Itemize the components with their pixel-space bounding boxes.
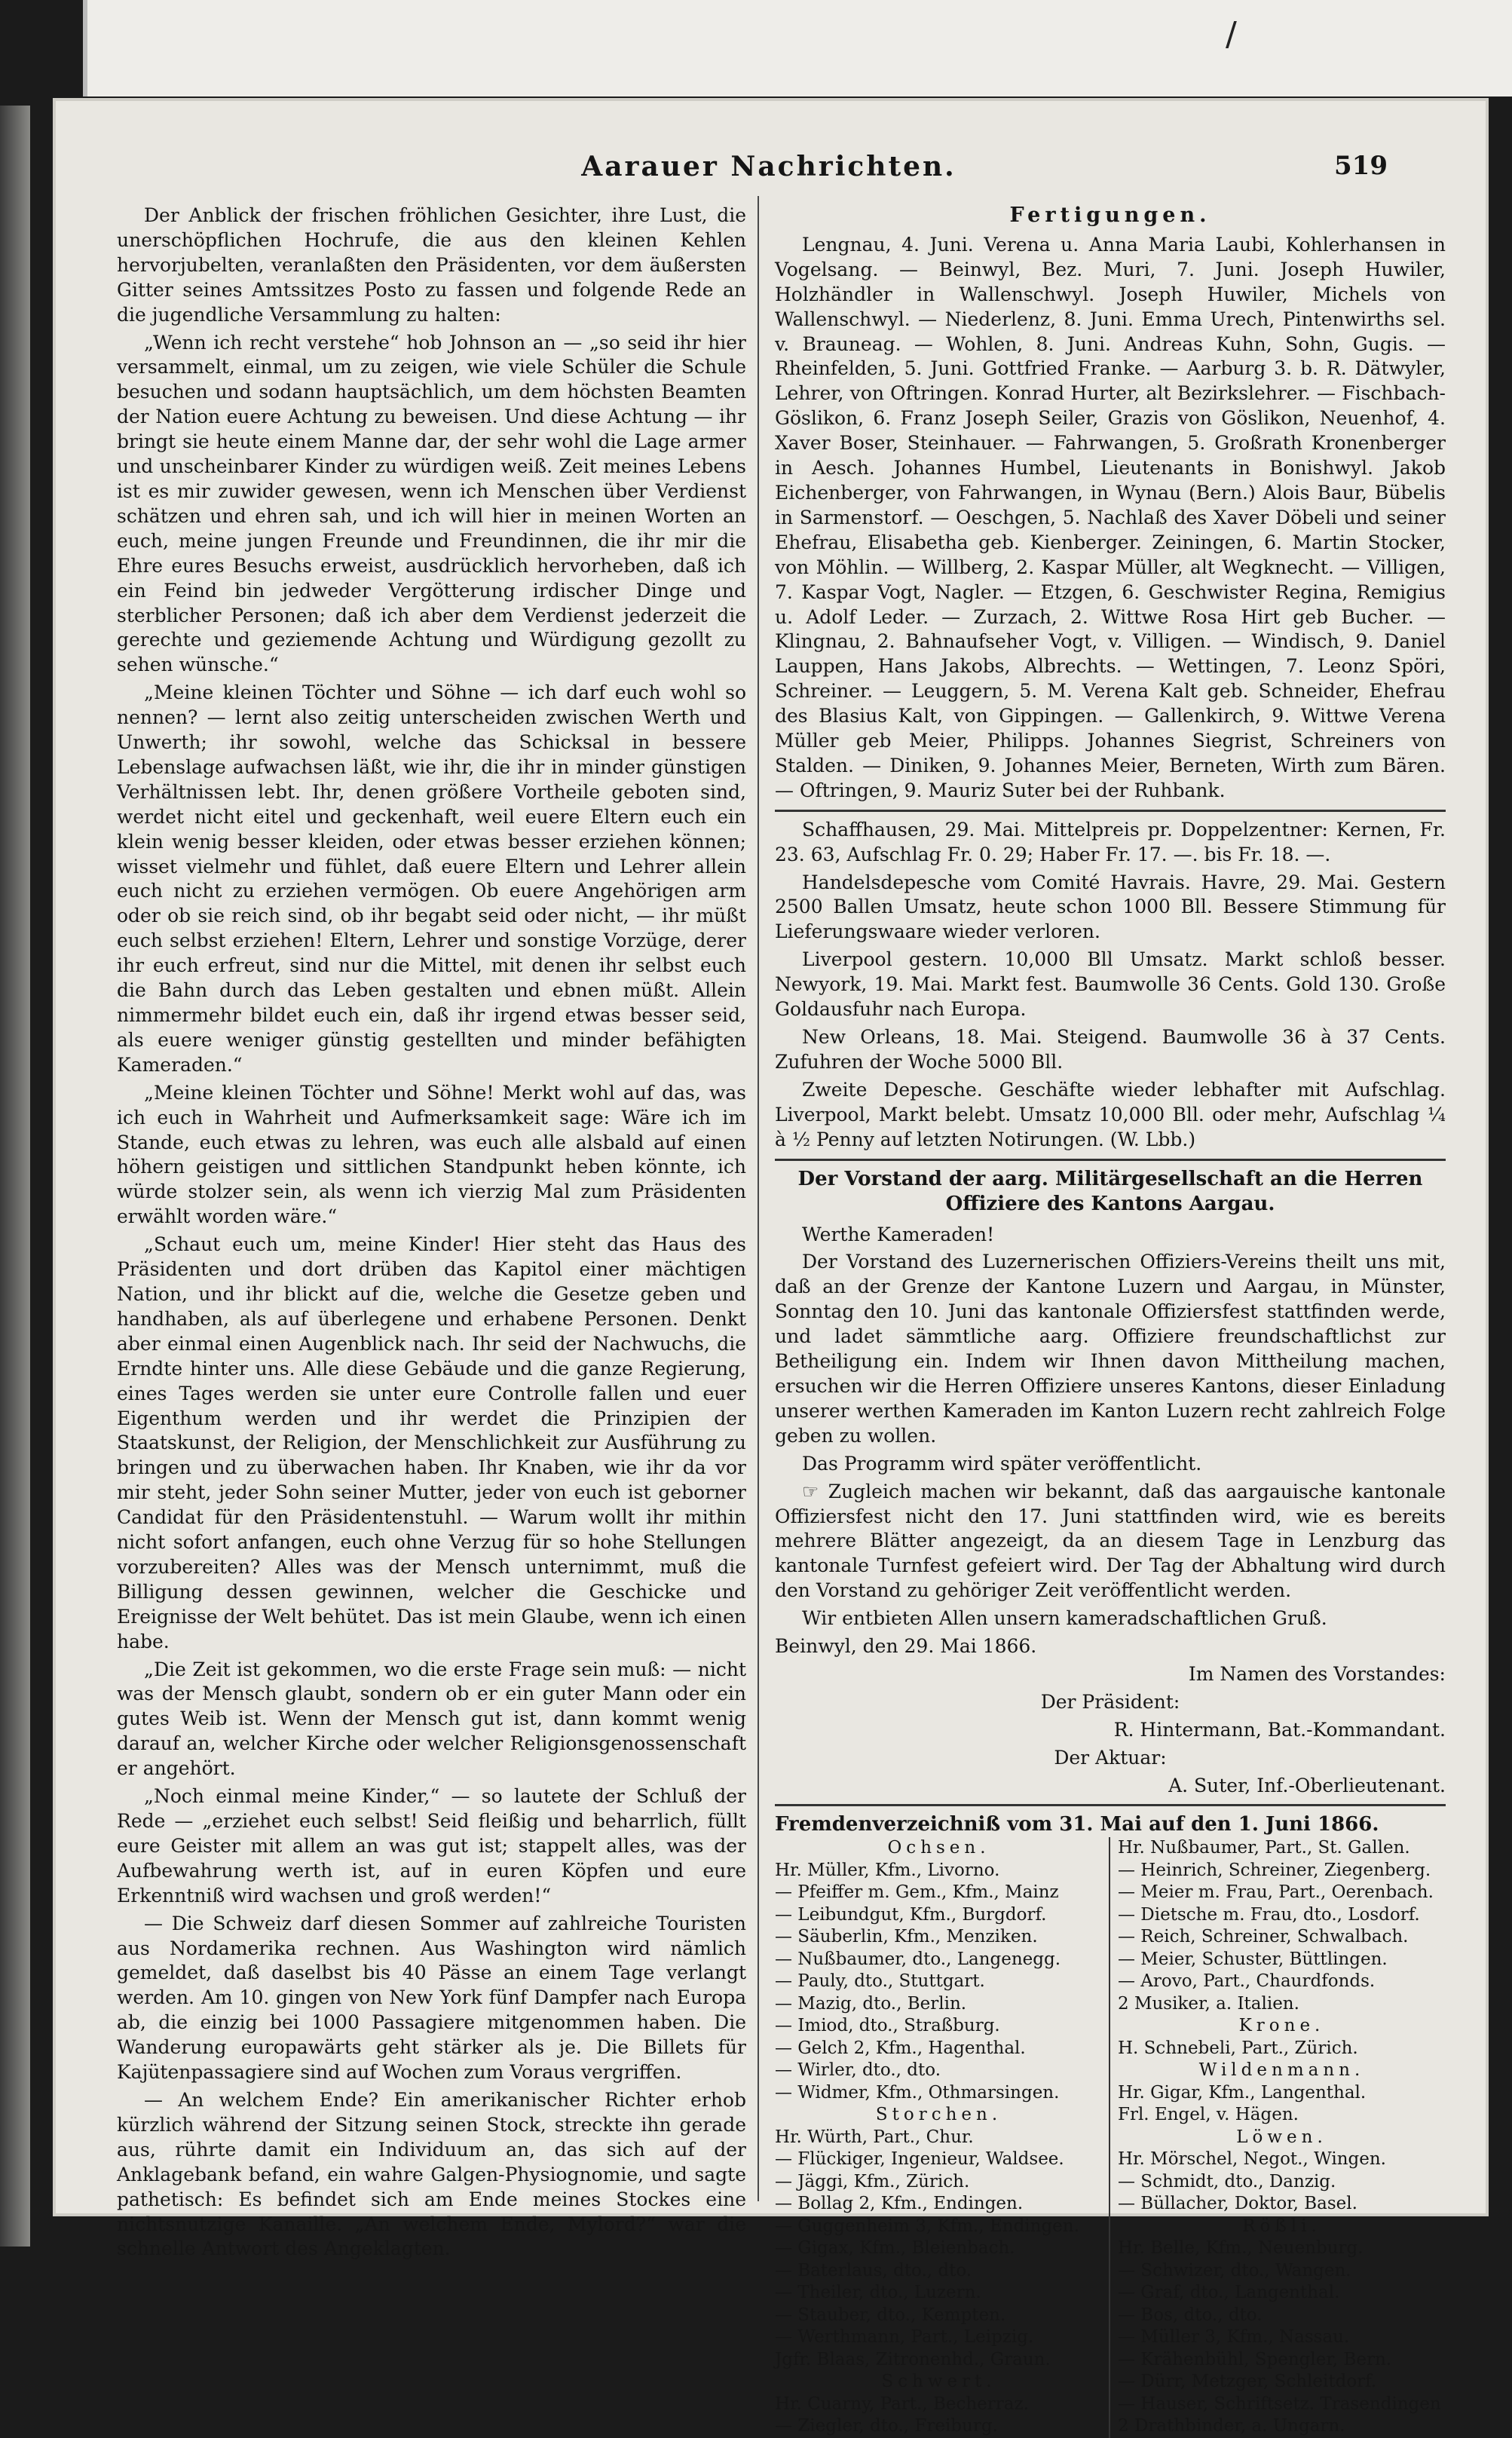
article-paragraph: „Die Zeit ist gekommen, wo die erste Frage sein muß: — nicht was der Mensch glaubt, sondern ob er ein guter Mann oder ein gutes Weib ist. Wenn der Mensch gut ist, dann kommt wenig darauf an, welcher Kirche oder welcher Religionsgenossenschaft er angehört. bbox=[117, 1658, 746, 1780]
hotel-heading: Löwen. bbox=[1236, 2127, 1327, 2147]
guest-entry: — Stauber, dto., Kempten. bbox=[775, 2305, 1006, 2325]
running-title: Aarauer Nachrichten. bbox=[581, 151, 956, 182]
guest-entry: — Werthmann, Part., Leipzig. bbox=[775, 2327, 1034, 2348]
signature-line: Der Aktuar: bbox=[1054, 1746, 1167, 1769]
fertigungen-list: Lengnau, 4. Juni. Verena u. Anna Maria Laubi, Kohlerhansen in Vogelsang. — Beinwyl, Bez. Muri, 7. Juni. Joseph Huwiler, Holzhändler in Wallenschwyl. Joseph Huwiler, Michels von Wallenschwyl. — Niederlenz, 8. Juni. Emma Urech, Pintenwirths sel. v. Brauneag. — Wohlen, 8. Juni. Andreas Kuhn, Sohn, Gugis. — Rheinfelden, 5. Juni. Gottfried Franke. — Aarburg 3. b. R. Dätwyler, Lehrer, von Oftringen. Konrad Hurter, alt Bezirkslehrer. — Fischbach-Göslikon, 6. Franz Joseph Seiler, Grazis von Göslikon, Neuenhof, 4. Xaver Boser, Steinhauer. — Fahrwangen, 5. Großrath Kronenberger in Aesch. Johannes Humbel, Lieutenants in Bonishwyl. Jakob Eichenberger, von Fahrwangen, in Wynau (Bern.) Alois Baur, Bübelis in Sarmenstorf. — Oeschgen, 5. Nachlaß des Xaver Döbeli und seiner Ehefrau, Elisabetha geb. Kienberger. Zeiningen, 6. Martin Stocker, von Möhlin. — Willberg, 2. Kaspar Müller, alt Wegknecht. — Villigen, 7. Kaspar Vogt, Nagler. — Etzgen, 6. Geschwister Regina, Remigius u. Adolf Leder. — Zurzach, 2. Wittwe Rosa Hirt geb Bucher. — Klingnau, 2. Bahnaufseher Vogt, v. Villigen. — Windisch, 9. Daniel Lauppen, Hans Jakobs, Albrechts. — Wettingen, 7. Leonz Spöri, Schreiner. — Leuggern, 5. M. Verena Kalt geb. Schneider, Ehefrau des Blasius Kalt, von Gippingen. — Gallenkirch, 9. Wittwe Verena Müller geb Meier, Philipps. Johannes Siegrist, Schreiners von Stalden. — Diniken, 9. Johannes Meier, Berneten, Wirth zum Bären. — Oftringen, 9. Mauriz Suter bei der Ruhbank. bbox=[775, 233, 1446, 801]
article-paragraph: „Schaut euch um, meine Kinder! Hier steht das Haus des Präsidenten und dort drüben das Kapitol einer mächtigen Nation, und ihr blickt auf die, welche die Gesetze geben und handhaben, als auf überlegene und erhabene Personen. Denkt aber einmal einen Augenblick nach. Ihr seid der Nachwuchs, die Erndte hinter uns. Alle diese Gebäude und die ganze Regierung, eines Tages werden sie unter eure Controlle fallen und euer Eigenthum werden und ihr werdet die Prinzipien der Staatskunst, der Religion, der Menschlichkeit zur Ausführung zu bringen und zu überwachen haben. Ihr Knaben, wie ihr da vor mir steht, jeder Sohn seiner Mutter, jeder von euch ist geborner Candidat für den Präsidentenstuhl. — Warum wollt ihr mithin nicht sofort anfangen, euch ohne Verzug für so hohe Stellungen vorzubereiten? Alles was der Mensch unternimmt, muß die Billigung dessen gewinnen, welcher die Geschicke und Ereignisse der Welt behütet. Das ist mein Glaube, wenn ich einen habe. bbox=[117, 1233, 746, 1652]
guest-entry: — Büllacher, Doktor, Basel. bbox=[1118, 2194, 1357, 2214]
guest-entry: — Widmer, Kfm., Othmarsingen. bbox=[775, 2082, 1060, 2103]
hotel-heading: Wildenmann. bbox=[1198, 2060, 1365, 2081]
hotel-heading: Krone. bbox=[1238, 2016, 1325, 2036]
signature-line: R. Hintermann, Bat.-Kommandant. bbox=[1113, 1718, 1446, 1741]
section-rule bbox=[775, 1804, 1446, 1806]
news-item-tourists: — Die Schweiz darf diesen Sommer auf zahlreiche Touristen aus Nordamerika rechnen. Aus Washington wird nämlich gemeldet, daß daselbst bis 40 Pässe an einem Tage verlangt werden. Am 10. gingen von New York fünf Dampfer nach Europa ab, die einzig bei 1000 Passagiere mitgenommen haben. Die Wanderung europawärts geht stärker als je. Die Billets für Kajütenpassagiere sind auf Wochen zum Voraus vergriffen. bbox=[117, 1912, 746, 2084]
scan-top-strip bbox=[83, 0, 1512, 96]
guest-entry: — Leibundgut, Kfm., Burgdorf. bbox=[775, 1904, 1047, 1925]
market-report: Zweite Depesche. Geschäfte wieder lebhafter mit Aufschlag. Liverpool, Markt belebt. Umsatz 10,000 Bll. oder mehr, Aufschlag ¼ à ½ Penny auf letzten Notirungen. (W. Lbb.) bbox=[775, 1078, 1446, 1150]
guest-entry: Frl. Engel, v. Hägen. bbox=[1118, 2105, 1299, 2125]
military-paragraph: Das Programm wird später veröffentlicht. bbox=[802, 1452, 1202, 1475]
guest-entry: — Hauser, Schriftsetz. Trasendingen bbox=[1118, 2394, 1441, 2414]
left-column bbox=[117, 204, 746, 2260]
market-report: Liverpool gestern. 10,000 Bll Umsatz. Markt schloß besser. Newyork, 19. Mai. Markt fest. Baumwolle 36 Cents. Gold 130. Große Goldausfuhr nach Europa. bbox=[775, 948, 1446, 1021]
guest-entry: — Gigax, Kfm., Bleienbach. bbox=[775, 2238, 1015, 2259]
guest-entry: Hr. Nußbaumer, Part., St. Gallen. bbox=[1118, 1838, 1410, 1858]
guest-entry: — Pauly, dto., Stuttgart. bbox=[775, 1971, 985, 1992]
article-paragraph: „Noch einmal meine Kinder,“ — so lautete der Schluß der Rede — „erziehet euch selbst! Seid fleißig und beharrlich, füllt eure Geister mit allem an was gut ist; stappelt alles, was der Aufbewahrung werth ist, auf in euren Köpfen und eure Erkenntniß wird wachsen und groß werden!“ bbox=[117, 1785, 746, 1907]
guest-entry: Hr. Cuarny, Part., Becherraz. bbox=[775, 2394, 1029, 2414]
signature-line: A. Suter, Inf.-Oberlieutenant. bbox=[1168, 1774, 1446, 1796]
article-paragraph: „Meine kleinen Töchter und Söhne! Merkt wohl auf das, was ich euch in Wahrheit und Aufmerksamkeit sage: Wäre ich im Stande, euch etwas zu lehren, was euch alle alsbald auf einen höhern geistigen und sittlichen Standpunkt heben könnte, ich würde stolzer sein, als wenn ich vierzig Mal zum Präsidenten erwählt worden wäre.“ bbox=[117, 1081, 746, 1228]
hotel-heading: Rößli. bbox=[1242, 2216, 1321, 2236]
guest-entry: — Nußbaumer, dto., Langenegg. bbox=[775, 1949, 1061, 1969]
guest-register bbox=[775, 1837, 1446, 2438]
hotel-heading: Schwert. bbox=[881, 2372, 996, 2392]
newspaper-page bbox=[53, 98, 1489, 2436]
right-column bbox=[775, 204, 1446, 2436]
guest-entry: — Arovo, Part., Chaurdfonds. bbox=[1118, 1971, 1376, 1992]
guest-entry: — Flückiger, Ingenieur, Waldsee. bbox=[775, 2149, 1064, 2170]
guest-entry: Hr. Gigar, Kfm., Langenthal. bbox=[1118, 2082, 1367, 2103]
market-report: Handelsdepesche vom Comité Havrais. Havre, 29. Mai. Gestern 2500 Ballen Umsatz, heute schon 1000 Bll. Bessere Stimmung für Lieferungswaare wieder verloren. bbox=[775, 871, 1446, 943]
section-rule bbox=[775, 1159, 1446, 1161]
military-notice-title: Der Vorstand der aarg. Militärgesellschaft an die Herren Offiziere des Kantons Aargau. bbox=[797, 1167, 1423, 1215]
military-place-date: Beinwyl, den 29. Mai 1866. bbox=[775, 1635, 1037, 1658]
guest-entry: — Wirler, dto., dto. bbox=[775, 2060, 941, 2081]
article-paragraph: Der Anblick der frischen fröhlichen Gesichter, ihre Lust, die unerschöpflichen Hochrufe, die aus den kleinen Kehlen hervorjubelten, veranlaßten den Präsidenten, vor dem äußersten Gitter seines Amtssitzes Posto zu fassen und folgende Rede an die jugendliche Versammlung zu halten: bbox=[117, 204, 746, 326]
guest-register-left bbox=[775, 1837, 1110, 2438]
guest-entry: — Meier, Schuster, Büttlingen. bbox=[1118, 1949, 1388, 1969]
military-paragraph: Der Vorstand des Luzernerischen Offiziers-Vereins theilt uns mit, daß an der Grenze der Kantone Luzern und Aargau, in Münster, Sonntag den 10. Juni das kantonale Offiziersfest stattfinden werde, und ladet sämmtliche aarg. Offiziere freundschaftlichst zur Betheiligung ein. Indem wir Ihnen davon Mittheilung machen, ersuchen wir die Herren Offiziere unseres Kantons, dieser Einladung unserer werthen Kameraden im Kanton Luzern recht zahlreich Folge geben zu wollen. bbox=[775, 1251, 1446, 1447]
guest-entry: — Schmidt, dto., Danzig. bbox=[1118, 2171, 1336, 2191]
guest-entry: — Baterlaus, dto., dto. bbox=[775, 2260, 972, 2280]
guest-entry: — Ziegler, dto., Freiburg. bbox=[775, 2416, 998, 2436]
guest-entry: — Müller 3, Kfm., Nassau. bbox=[1118, 2327, 1350, 2348]
guest-entry: — Imiod, dto., Straßburg. bbox=[775, 2016, 1000, 2036]
market-report: Schaffhausen, 29. Mai. Mittelpreis pr. Doppelzentner: Kernen, Fr. 23. 63, Aufschlag Fr. 0. 29; Haber Fr. 17. —. bis Fr. 18. —. bbox=[775, 818, 1446, 865]
article-paragraph: „Wenn ich recht verstehe“ hob Johnson an — „so seid ihr hier versammelt, einmal, um zu zeigen, wie viele Schüler die Schule besuchen und sodann hauptsächlich, um dem höchsten Beamten der Nation euere Achtung zu beweisen. Und diese Achtung — ihr bringt sie heute einem Manne dar, der sehr wohl die Lage armer und unscheinbarer Kinder zu würdigen weiß. Zeit meines Lebens ist es mir zuwider gewesen, wenn ich Menschen über Verdienst schätzen und ehren sah, und ich will hier in meinen Worten an euch, meine jungen Freunde und Freundinnen, die ihr mir die Ehre eures Besuchs erweist, ausdrücklich hervorheben, daß ich ein Feind bin jedweder Vergötterung irdischer Dinge und sterblicher Personen; daß ich aber dem Verdienst jederzeit die gerechte und geziemende Achtung und Würdigung gezollt zu sehen wünsche.“ bbox=[117, 331, 746, 676]
hotel-heading: Storchen. bbox=[875, 2105, 1002, 2125]
military-paragraph: Wir entbieten Allen unsern kameradschaftlichen Gruß. bbox=[802, 1607, 1327, 1630]
guest-entry: — Dürr, Metzger, Schleitdorf. bbox=[1118, 2372, 1377, 2392]
guest-entry: — Graf, dto., Langenthal. bbox=[1118, 2283, 1340, 2303]
guest-entry: Hr. Mörschel, Negot., Wingen. bbox=[1118, 2149, 1386, 2170]
guest-entry: Hr. Belle, Kfm., Neuenburg. bbox=[1118, 2238, 1364, 2259]
guest-entry: — Säuberlin, Kfm., Menziken. bbox=[775, 1927, 1038, 1947]
hotel-heading: Ochsen. bbox=[887, 1838, 990, 1858]
column-divider bbox=[758, 196, 759, 2201]
guest-entry: H. Schnebeli, Part., Zürich. bbox=[1118, 2038, 1358, 2058]
guest-entry: — Guggenheim 3, Kfm., Endingen. bbox=[775, 2216, 1079, 2236]
guest-entry: — Schwizer, dto., Wangen. bbox=[1118, 2260, 1351, 2280]
guest-entry: Jgfr. Blaas, Zitronenhd., Graun. bbox=[775, 2349, 1051, 2369]
article-paragraph: „Meine kleinen Töchter und Söhne — ich darf euch wohl so nennen? — lernt also zeitig unterscheiden zwischen Werth und Unwerth; ihr sowohl, welche das Schicksal in bessere Lebenslage aufwachsen läßt, wie ihr, die ihr in minder günstigen Verhältnissen lebt. Ihr, denen größere Vortheile geboten sind, werdet nicht eitel und geckenhaft, weil euere Eltern euch ein klein wenig besser kleiden, oder etwas besser erziehen können; wisset vielmehr und fühlet, daß euere Eltern und Lehrer allein euch nicht zu erziehen vermögen. Ob euere Angehörigen arm oder ob sie reich sind, ob ihr begabt seid oder nicht, — ihr müßt euch selbst erziehen! Eltern, Lehrer und sonstige Vorzüge, derer ihr euch erfreut, sind nur die Mittel, mit denen ihr selbst euch die Bahn durch das Leben gestalten und ebnen müßt. Allein nimmermehr bildet euch ein, daß ihr irgend etwas besser seid, als euere weniger günstig gestellten und minder befähigten Kameraden.“ bbox=[117, 681, 746, 1076]
guest-entry: 2 Drathbinder, a. Ungarn. bbox=[1118, 2416, 1345, 2436]
guest-entry: — Theiler, dto., Luzern. bbox=[775, 2283, 981, 2303]
guest-entry: — Bollag 2, Kfm., Endingen. bbox=[775, 2194, 1024, 2214]
signature-line: Im Namen des Vorstandes: bbox=[1188, 1662, 1446, 1685]
guest-entry: — Mazig, dto., Berlin. bbox=[775, 1993, 967, 2014]
news-item-judge: — An welchem Ende? Ein amerikanischer Richter erhob kürzlich während der Sitzung seinen Stock, streckte ihn gerade aus, rührte damit ein Individuum an, das sich auf der Anklagebank befand, ein wahre Galgen-Physiognomie, und sagte pathetisch: Es befindet sich am Ende meines Stockes eine nichtsnutzige Kanaille. „An welchem Ende, Mylord?“ war die schnelle Antwort des Angeklagten. bbox=[117, 2088, 746, 2260]
guest-entry: — Pfeiffer m. Gem., Kfm., Mainz bbox=[775, 1882, 1059, 1903]
guest-entry: — Krähenbühl, Spengler, Bern. bbox=[1118, 2349, 1392, 2369]
military-paragraph: ☞ Zugleich machen wir bekannt, daß das aargauische kantonale Offiziersfest nicht den 17. Juni stattfinden wird, wie es bereits mehrere Blätter angezeigt, da an diesem Tage in Lenzburg das kantonale Turnfest gefeiert wird. Der Tag der Abhaltung wird durch den Vorstand zu gehöriger Zeit veröffentlicht werden. bbox=[775, 1480, 1446, 1602]
scan-mark: / bbox=[1226, 15, 1237, 54]
guest-entry: — Reich, Schreiner, Schwalbach. bbox=[1118, 1927, 1409, 1947]
guest-entry: — Dietsche m. Frau, dto., Losdorf. bbox=[1118, 1904, 1420, 1925]
guest-entry: — Gelch 2, Kfm., Hagenthal. bbox=[775, 2038, 1026, 2058]
guest-entry: — Meier m. Frau, Part., Oerenbach. bbox=[1118, 1882, 1434, 1903]
signature-line: Der Präsident: bbox=[1040, 1690, 1180, 1713]
guest-entry: — Heinrich, Schreiner, Ziegenberg. bbox=[1118, 1860, 1431, 1880]
page-header bbox=[53, 151, 1489, 196]
page-number: 519 bbox=[1334, 151, 1388, 181]
guest-entry: — Bos, dto., dto. bbox=[1118, 2305, 1263, 2325]
guest-register-right bbox=[1110, 1837, 1446, 2438]
section-rule bbox=[775, 810, 1446, 812]
scan-left-edge bbox=[0, 106, 30, 2247]
guest-entry: — Jäggi, Kfm., Zürich. bbox=[775, 2171, 970, 2191]
fertigungen-title: Fertigungen. bbox=[1009, 204, 1211, 227]
military-greeting: Werthe Kameraden! bbox=[802, 1223, 995, 1245]
guest-entry: Hr. Müller, Kfm., Livorno. bbox=[775, 1860, 1000, 1880]
guest-register-title: Fremdenverzeichniß vom 31. Mai auf den 1. Juni 1866. bbox=[775, 1813, 1379, 1836]
guest-entry: 2 Musiker, a. Italien. bbox=[1118, 1993, 1299, 2014]
guest-entry: Hr. Würth, Part., Chur. bbox=[775, 2127, 974, 2147]
market-report: New Orleans, 18. Mai. Steigend. Baumwolle 36 à 37 Cents. Zufuhren der Woche 5000 Bll. bbox=[775, 1026, 1446, 1073]
